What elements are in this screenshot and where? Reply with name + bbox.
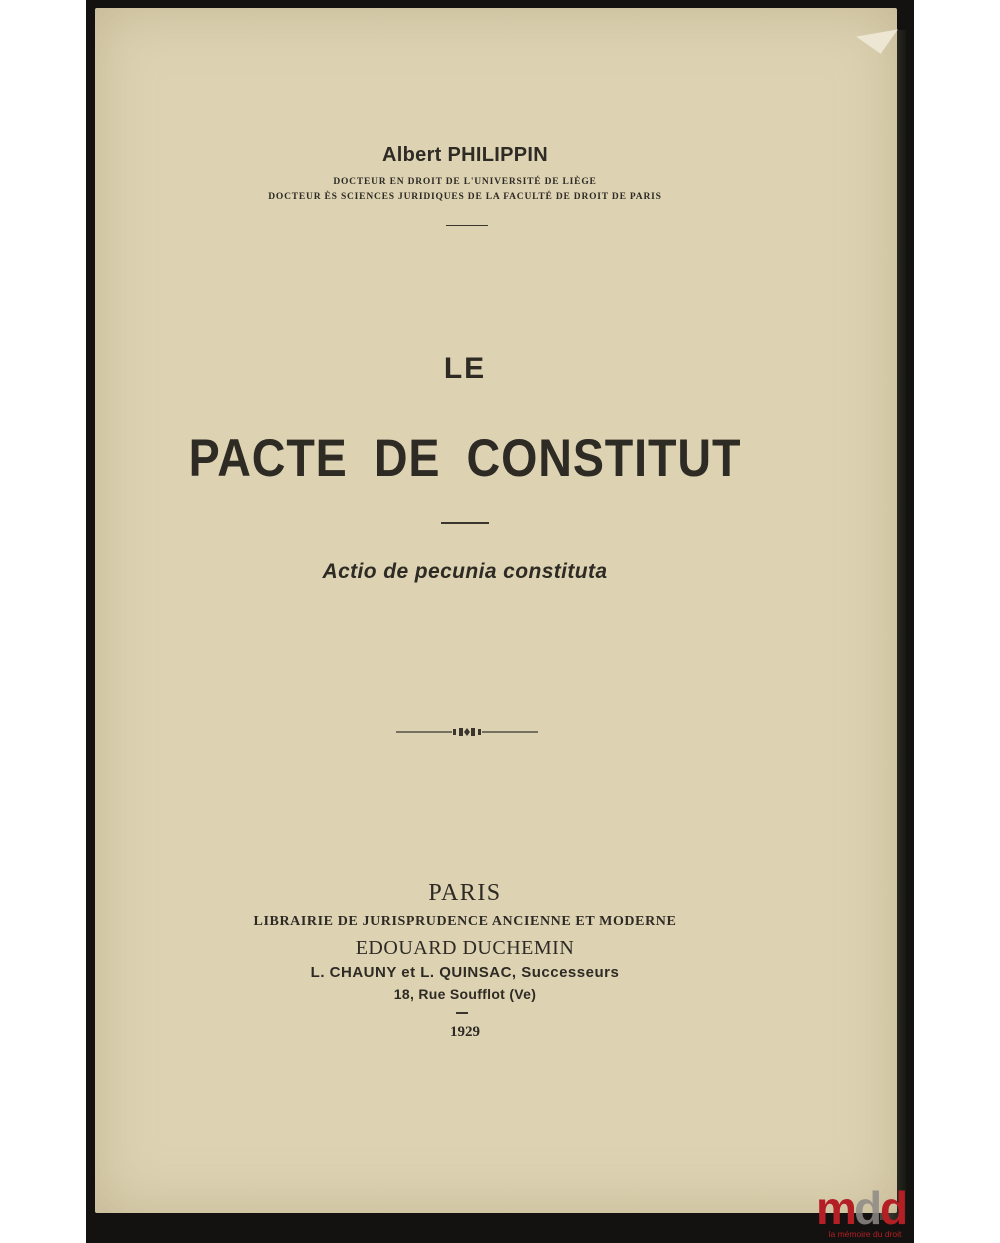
- book-subtitle: Actio de pecunia constituta: [322, 560, 608, 583]
- imprint-successors: L. CHAUNY et L. QUINSAC, Successeurs: [310, 964, 620, 981]
- imprint-address: 18, Rue Soufflot (Ve): [393, 986, 537, 1002]
- publication-year: 1929: [450, 1024, 480, 1040]
- ornamental-divider-icon: [396, 724, 538, 740]
- logo-letter-m: m: [816, 1182, 857, 1234]
- author-credential-liege: DOCTEUR EN DROIT DE L'UNIVERSITÉ DE LIÈGE: [333, 177, 597, 187]
- logo-letter-d1: d: [854, 1182, 883, 1234]
- author-name: Albert PHILIPPIN: [382, 144, 548, 166]
- imprint-editor: EDOUARD DUCHEMIN: [355, 937, 575, 959]
- divider-rule-title: [441, 522, 489, 524]
- divider-rule-top: [446, 225, 488, 226]
- mdd-logo-icon: [814, 1176, 914, 1236]
- imprint-publisher: LIBRAIRIE DE JURISPRUDENCE ANCIENNE ET MODERNE: [253, 914, 677, 929]
- divider-rule-year: [456, 1012, 468, 1014]
- book-title: PACTE DE CONSTITUT: [188, 429, 742, 488]
- author-credential-paris: DOCTEUR ÈS SCIENCES JURIDIQUES DE LA FACULTÉ DE DROIT DE PARIS: [268, 192, 662, 202]
- title-article: LE: [443, 352, 487, 385]
- logo-tagline: la mémoire du droit: [828, 1229, 902, 1239]
- logo-letter-d2: d: [880, 1182, 909, 1234]
- imprint-city: PARIS: [428, 880, 502, 906]
